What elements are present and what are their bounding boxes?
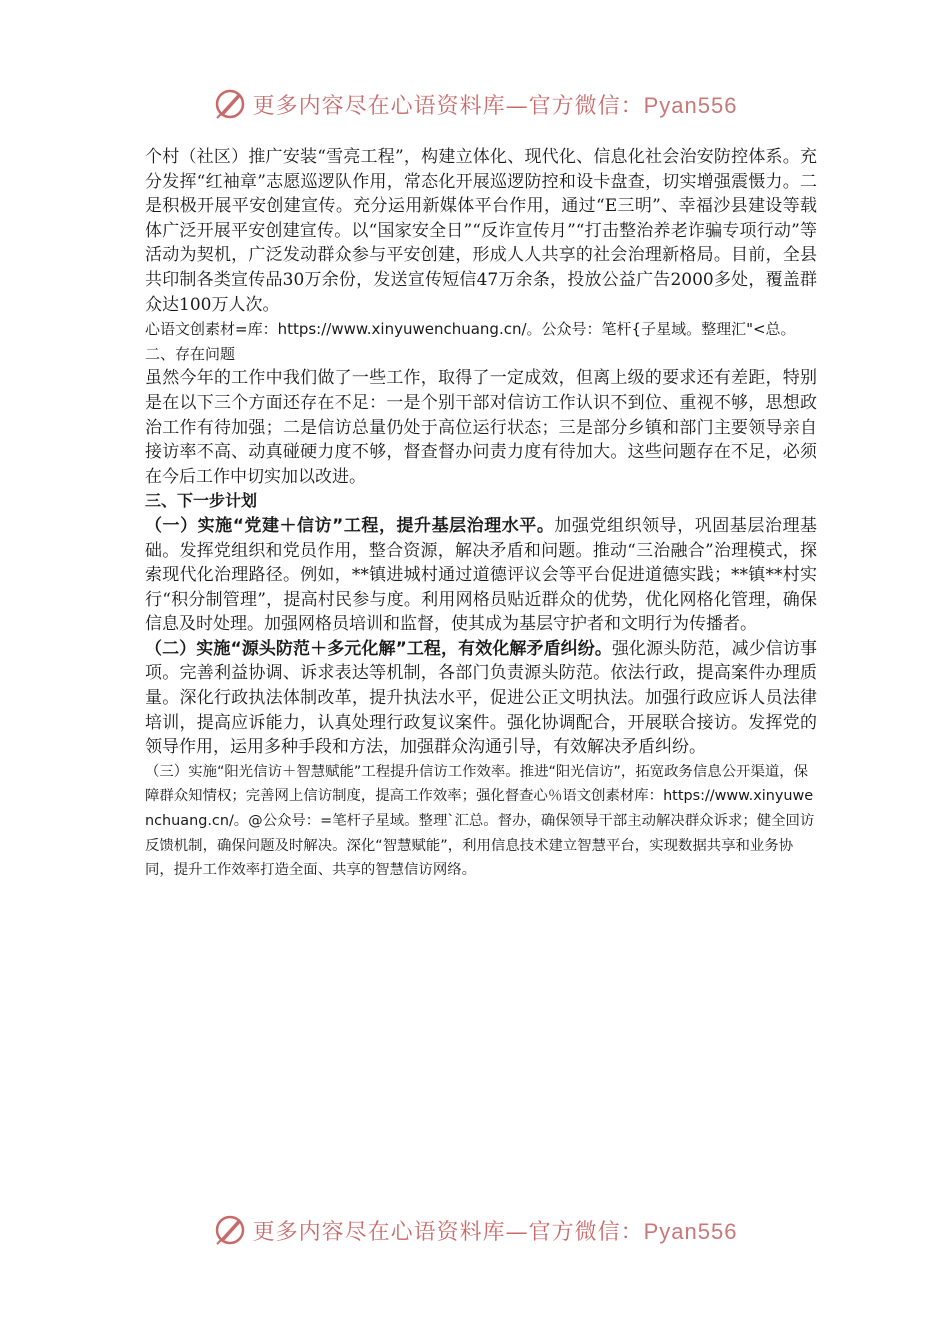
footer-banner	[0, 1210, 950, 1250]
watermark-line-1: 心语文创素材=库：https://www.xinyuwenchuang.cn/。公众号：笔杆{子星域。整理汇"<总。二、存在问题	[145, 320, 796, 363]
paragraph-plan-3: （三）实施“阳光信访＋智慧赋能”工程提升信访工作效率。推进“阳光信访”，拓宽政务信息公开渠道，保障群众知情权；完善网上信访制度，提高工作效率；强化督查心％语文创素材库：https://www.xinyuwenchuang.cn/。@公众号：=笔杆子星域。整理`汇总。督办，确保领导干部主动解决群众诉求；健全回访反馈机制，确保问题及时解决。深化“智慧赋能”，利用信息技术建立智慧平台，实现数据共享和业务协同，提升工作效率打造全面、共享的智慧信访网络。	[145, 763, 815, 879]
paragraph-plan-1	[145, 514, 817, 637]
plan-1-heading: （一）实施“党建＋信访”工程，提升基层治理水平。	[145, 515, 555, 536]
plan-2-body: 强化源头防范，减少信访事项。完善利益协调、诉求表达等机制，各部门负责源头防范。依法行政，提高案件办理质量。深化行政执法体制改革，提升执法水平，促进公正文明执法。加强行政应诉人员法律培训，提高应诉能力，认真处理行政复议案件。强化协调配合，开展联合接访。发挥党的领导作用，运用多种手段和方法，加强群众沟通引导，有效解决矛盾纠纷。	[145, 638, 817, 758]
paragraph-plan-2	[145, 637, 817, 760]
plan-1-body: 加强党组织领导，巩固基层治理基础。发挥党组织和党员作用，整合资源，解决矛盾和问题。推动“三治融合”治理模式，探索现代化治理路径。例如，**镇进城村通过道德评议会等平台促进道德实践；**镇**村实行“积分制管理”，提高村民参与度。利用网格员贴近群众的优势，优化网格化管理，确保信息及时处理。加强网格员培训和监督，使其成为基层守护者和文明行为传播者。	[145, 515, 817, 635]
quill-pen-logo-icon	[213, 1213, 247, 1247]
banner-text: 更多内容尽在心语资料库—官方微信：Pyan556	[252, 92, 738, 119]
header-banner	[0, 84, 950, 124]
paragraph-existing-problems: 虽然今年的工作中我们做了一些工作，取得了一定成效，但离上级的要求还有差距，特别是在以下三个方面还存在不足：一是个别干部对信访工作认识不到位、重视不够，思想政治工作有待加强；二是信访总量仍处于高位运行状态；三是部分乡镇和部门主要领导亲自接访率不高、动真碰硬力度不够，督查督办问责力度有待加大。这些问题存在不足，必须在今后工作中切实加以改进。	[145, 368, 817, 487]
section-heading-next-plan: 三、下一步计划	[145, 491, 258, 511]
banner-text: 更多内容尽在心语资料库—官方微信：Pyan556	[252, 1218, 738, 1245]
plan-2-heading: （二）实施“源头防范＋多元化解”工程，有效化解矛盾纠纷。	[145, 638, 612, 659]
paragraph-safety-publicity: 个村（社区）推广安装“雪亮工程”，构建立体化、现代化、信息化社会治安防控体系。充分发挥“红袖章”志愿巡逻队作用，常态化开展巡逻防控和设卡盘查，切实增强震慑力。二是积极开展平安创建宣传。充分运用新媒体平台作用，通过“E三明”、幸福沙县建设等载体广泛开展平安创建宣传。以“国家安全日”“反诈宣传月”“打击整治养老诈骗专项行动”等活动为契机，广泛发动群众参与平安创建，形成人人共享的社会治理新格局。目前，全县共印制各类宣传品30万余份，发送宣传短信47万余条，投放公益广告2000多处，覆盖群众达100万人次。	[145, 147, 817, 315]
quill-pen-logo-icon	[213, 87, 247, 121]
document-body	[145, 145, 817, 883]
